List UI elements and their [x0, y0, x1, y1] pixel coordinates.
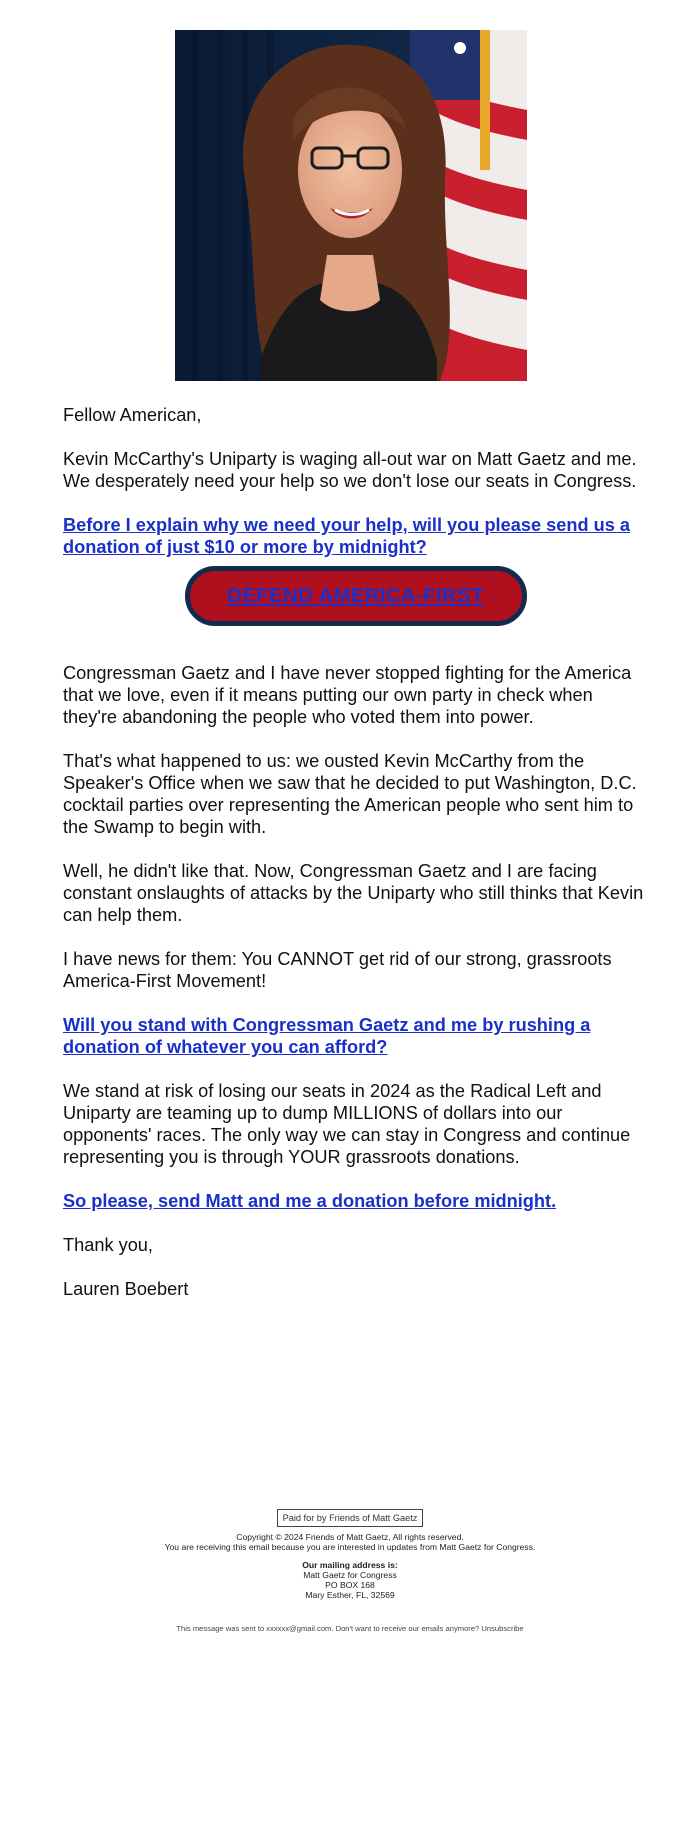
- address-box: PO BOX 168: [325, 1580, 375, 1590]
- address-city: Mary Esther, FL, 32569: [305, 1590, 395, 1600]
- receiving-reason-text: You are receiving this email because you are interested in updates from Matt Gaetz for Congress.: [164, 1542, 536, 1552]
- portrait-photo: [175, 30, 527, 381]
- email-footer: [0, 1509, 700, 1634]
- unsubscribe-link[interactable]: Unsubscribe: [481, 1624, 524, 1633]
- defend-america-first-button[interactable]: DEFEND AMERICA-FIRST: [185, 566, 527, 626]
- signature: Lauren Boebert: [63, 1279, 189, 1299]
- sent-to-message: This message was sent to xxxxxx@gmail.com. Don't want to receive our emails anymore?: [176, 1624, 480, 1633]
- paragraph-6: We stand at risk of losing our seats in 2024 as the Radical Left and Uniparty are teaming up to dump MILLIONS of dollars into our opponents' races. The only way we can stay in Congress and continue representing you is through YOUR grassroots donations.: [63, 1081, 631, 1167]
- portrait-image: [175, 30, 527, 381]
- donate-link-1[interactable]: Before I explain why we need your help, will you please send us a donation of just $10 or more by midnight?: [63, 515, 631, 557]
- paragraph-1: Kevin McCarthy's Uniparty is waging all-out war on Matt Gaetz and me. We desperately need your help so we don't lose our seats in Congress.: [63, 449, 637, 491]
- signoff: Thank you,: [63, 1235, 153, 1255]
- address-name: Matt Gaetz for Congress: [303, 1570, 397, 1580]
- sent-to-text: [0, 1624, 700, 1634]
- copyright-text: Copyright © 2024 Friends of Matt Gaetz, All rights reserved.: [236, 1532, 464, 1542]
- letter-body: [63, 404, 648, 1322]
- paid-for-box: Paid for by Friends of Matt Gaetz: [277, 1509, 424, 1527]
- paragraph-3: That's what happened to us: we ousted Kevin McCarthy from the Speaker's Office when we saw that he decided to put Washington, D.C. cocktail parties over representing the American people who sent him to the Swamp to begin with.: [63, 751, 637, 837]
- paragraph-4: Well, he didn't like that. Now, Congressman Gaetz and I are facing constant onslaughts of attacks by the Uniparty who still thinks that Kevin can help them.: [63, 861, 644, 925]
- donate-link-3[interactable]: So please, send Matt and me a donation before midnight.: [63, 1191, 557, 1211]
- donate-link-2[interactable]: Will you stand with Congressman Gaetz and me by rushing a donation of whatever you can afford?: [63, 1015, 591, 1057]
- mailing-address-title: Our mailing address is:: [302, 1560, 398, 1570]
- cta-container: [63, 566, 648, 626]
- paragraph-2: Congressman Gaetz and I have never stopped fighting for the America that we love, even if it means putting our own party in check when they're abandoning the people who voted them into power.: [63, 663, 632, 727]
- paragraph-5: I have news for them: You CANNOT get rid of our strong, grassroots America-First Movement!: [63, 949, 612, 991]
- greeting: Fellow American,: [63, 405, 202, 425]
